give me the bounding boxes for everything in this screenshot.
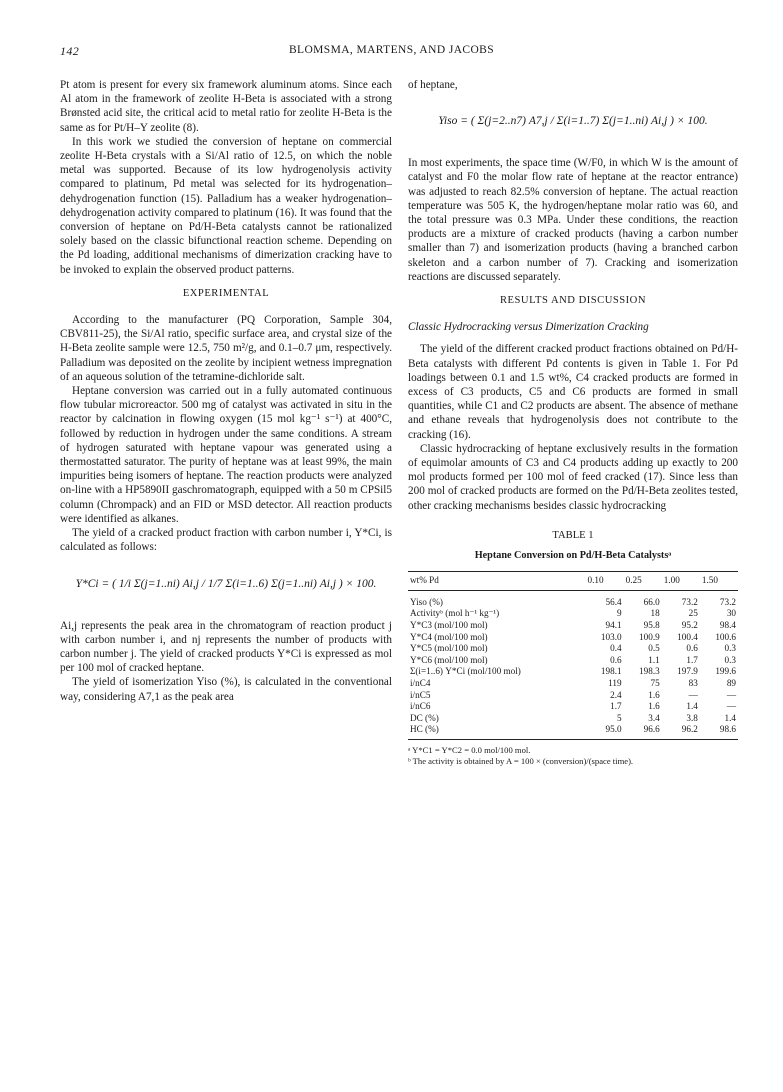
table-row	[408, 632, 738, 644]
table-cell: 2.4	[610, 689, 622, 700]
table-cell: 75	[650, 678, 660, 689]
table-cell: 95.8	[643, 620, 660, 631]
table-cell: 3.4	[648, 712, 660, 723]
paragraph: Classic hydrocracking of heptane exclusively results in the formation of equimolar amounts of C3 and C4 products adding up exactly to 200 mol products formed per 100 mol of feed cracked (17). Since less than 200 mol of cracked products are formed on the Pd/H-Beta zeolites tested, other cracking mechanisms besides classic hydrocracking	[408, 442, 738, 512]
table-cell: 73.2	[719, 596, 736, 607]
table-row	[408, 590, 738, 608]
table-cell: 18	[650, 608, 660, 619]
table-cell: 0.3	[724, 643, 736, 654]
table-cell: —	[688, 689, 698, 700]
table-cell: 96.6	[624, 724, 662, 739]
page-header	[60, 44, 723, 60]
table-cell: 198.3	[639, 666, 660, 677]
equation-isomerization-yield	[408, 102, 738, 146]
table-cell: 9	[617, 608, 622, 619]
column-header: 0.10	[585, 572, 623, 591]
table-cell: 3.8	[686, 712, 698, 723]
paragraph: Pt atom is present for every six framework aluminum atoms. Since each Al atom in the framework of zeolite H-Beta is associated with a strong Brønsted acid site, the critical acid to metal ratio for zeolite H-Beta is the same as for Pt/H–Y zeolite (8).	[60, 79, 392, 134]
table-cell: —	[726, 701, 736, 712]
table-cell: 100.4	[677, 631, 698, 642]
paragraph: The yield of a cracked product fraction with carbon number i, Y*Ci, is calculated as follows:	[60, 527, 392, 554]
row-label: i/nC6	[410, 701, 431, 712]
row-label: Σ(i=1..6) Y*Ci (mol/100 mol)	[410, 666, 521, 677]
paragraph: The yield of the different cracked product fractions obtained on Pd/H-Beta catalysts with different Pd contents is given in Table 1. For Pd loadings between 0.1 and 1.5 wt%, C4 cracked products are formed in excess of C3 products, C5 and C6 products are formed in small quantities, while C1 and C2 products are absent. The absence of methane and ethane reveals that hydrogenolysis does not contribute to the cracking (16).	[408, 343, 738, 441]
table-cell: 89	[726, 678, 736, 689]
table-cell: 94.1	[605, 620, 622, 631]
table-row	[408, 724, 738, 739]
table-cell: 1.6	[648, 701, 660, 712]
table-cell: 100.9	[639, 631, 660, 642]
table-cell: 0.6	[610, 654, 622, 665]
table-cell: 198.1	[600, 666, 622, 677]
table-row	[408, 643, 738, 655]
column-header: 1.50	[700, 572, 738, 591]
table-cell: 0.3	[724, 654, 736, 665]
column-header: 1.00	[662, 572, 700, 591]
paragraph: of heptane,	[408, 79, 458, 91]
table-row	[408, 701, 738, 713]
row-label: Y*C5 (mol/100 mol)	[410, 643, 488, 654]
table-cell: 1.4	[686, 701, 698, 712]
row-label: HC (%)	[408, 724, 585, 739]
section-heading-results: RESULTS AND DISCUSSION	[499, 295, 646, 307]
table-cell: 1.1	[648, 654, 660, 665]
table-cell: —	[726, 689, 736, 700]
table-cell: 98.4	[719, 620, 736, 631]
data-table	[408, 571, 738, 740]
row-label: i/nC5	[410, 689, 431, 700]
equation-text: Yiso = ( Σ(j=2..n7) A7,j / Σ(i=1..7) Σ(j=1..ni) Ai,j ) × 100.	[438, 115, 708, 128]
table-row	[408, 655, 738, 667]
paragraph: Heptane conversion was carried out in a fully automated continuous flow tubular microreactor. 500 mg of catalyst was activated in situ in the reactor by calcination in flowing oxygen (15 mol kg⁻¹ s⁻¹) at 400°C, followed by reduction in hydrogen under the same conditions. A stream of hydrogen saturated with heptane vapour was generated using a thermostatted saturator. The purity of heptane was at least 99%, the main impurities being isomers of heptane. The reaction products were analyzed on-line with a HP5890II gaschromatograph, equipped with a 50 m CPSil5 column (Chrompack) and an FID or MSD detector. All reaction products were identified as alkanes.	[60, 385, 392, 525]
table-cell: 95.2	[681, 620, 698, 631]
column-header: wt% Pd	[408, 572, 585, 591]
table-cell: 0.6	[686, 643, 698, 654]
row-label: Activityᵇ (mol h⁻¹ kg⁻¹)	[410, 608, 500, 619]
page-number: 142	[60, 44, 80, 58]
table-row	[408, 620, 738, 632]
table-cell: 0.5	[648, 643, 660, 654]
row-label: Y*C6 (mol/100 mol)	[410, 654, 488, 665]
table-footnote: ᵃ Y*C1 = Y*C2 = 0.0 mol/100 mol.	[408, 745, 531, 755]
left-column	[60, 78, 392, 704]
table-row	[408, 713, 738, 725]
paragraph: According to the manufacturer (PQ Corporation, Sample 304, CBV811-25), the Si/Al ratio, specific surface area, and crystal size of the H-Beta zeolite sample were 12.5, 750 m²/g, and 0.1–0.7 μm, respectively. Palladium was deposited on the zeolite by incipient wetness impregnation of an aqueous solution of the tetramine-dichloride salt.	[60, 314, 392, 383]
table-cell: 197.9	[677, 666, 698, 677]
table-cell: 1.6	[648, 689, 660, 700]
table-cell: 5	[617, 712, 622, 723]
equation-text: Y*Ci = ( 1/i Σ(j=1..ni) Ai,j / 1/7 Σ(i=1..6) Σ(j=1..ni) Ai,j ) × 100.	[75, 577, 377, 590]
table-cell: 100.6	[715, 631, 736, 642]
paragraph: The yield of isomerization Yiso (%), is calculated in the conventional way, considering A7,1 as the peak area	[60, 676, 392, 703]
table-footnote: ᵇ The activity is obtained by A = 100 × (conversion)/(space time).	[408, 756, 634, 766]
column-header: 0.25	[624, 572, 662, 591]
table-cell: 66.0	[643, 596, 660, 607]
table-row	[408, 678, 738, 690]
table-cell: 95.0	[585, 724, 623, 739]
table-row	[408, 690, 738, 702]
right-column	[408, 78, 738, 767]
table-cell: 30	[726, 608, 736, 619]
table-title: Heptane Conversion on Pd/H-Beta Catalystsᵃ	[474, 550, 672, 562]
table-cell: 0.4	[610, 643, 622, 654]
paragraph: In most experiments, the space time (W/F0, in which W is the amount of catalyst and F0 the molar flow rate of heptane at the reactor entrance) was adjusted to reach 82.5% conversion of heptane. The actual reaction temperature was 505 K, the hydrogen/heptane molar ratio was 60, and the total pressure was 0.3 MPa. Under these conditions, the reaction products are a mixture of cracked products (having a carbon number smaller than 7) and isomerization products (having a branched carbon skeleton and a carbon number of 7). Cracking and isomerization reactions are discussed separately.	[408, 157, 738, 283]
row-label: Y*C3 (mol/100 mol)	[410, 620, 488, 631]
table-caption: TABLE 1	[552, 529, 594, 541]
table-cell: 103.0	[600, 631, 622, 642]
table-header-row	[408, 572, 738, 591]
table-cell: 98.6	[700, 724, 738, 739]
table-cell: 1.4	[724, 712, 736, 723]
table-row	[408, 608, 738, 620]
section-heading-experimental: EXPERIMENTAL	[182, 287, 270, 299]
table-cell: 25	[688, 608, 698, 619]
table-cell: 96.2	[662, 724, 700, 739]
running-head: BLOMSMA, MARTENS, AND JACOBS	[288, 44, 495, 56]
subsection-heading: Classic Hydrocracking versus Dimerization Cracking	[408, 321, 649, 334]
paragraph: In this work we studied the conversion of heptane on commercial zeolite H-Beta crystals with a Si/Al ratio of 12.5, on which the noble metal was supported. Because of its low hydrogenolysis activity compared to platinum, Pd metal was selected for its hydrogenation–dehydrogenation function (15). Palladium has a weaker hydrogenation–dehydrogenation activity compared to platinum (16). It was found that the conversion of heptane on Pd/H-Beta catalysts cannot be rationalized solely based on the classic bifunctional reaction scheme. Depending on the Pd loading, additional mechanisms of dimerization cracking have to be invoked to explain the observed product patterns.	[60, 135, 392, 276]
table-cell: 73.2	[681, 596, 698, 607]
row-label: i/nC4	[410, 678, 431, 689]
table-cell: 1.7	[686, 654, 698, 665]
row-label: Y*C4 (mol/100 mol)	[410, 631, 488, 642]
table-row	[408, 666, 738, 678]
table-cell: 83	[688, 678, 698, 689]
table-cell: 1.7	[610, 701, 622, 712]
equation-cracked-yield	[60, 565, 392, 609]
table-cell: 56.4	[605, 596, 622, 607]
row-label: DC (%)	[410, 712, 439, 723]
table-cell: 199.6	[715, 666, 736, 677]
table-cell: 119	[608, 678, 622, 689]
paragraph: Ai,j represents the peak area in the chromatogram of reaction product j with carbon number i, and nj represents the number of products with carbon number j. The yield of cracked products Y*Ci is expressed as mol per 100 mol of cracked heptane.	[60, 619, 392, 675]
row-label: Yiso (%)	[410, 596, 443, 607]
